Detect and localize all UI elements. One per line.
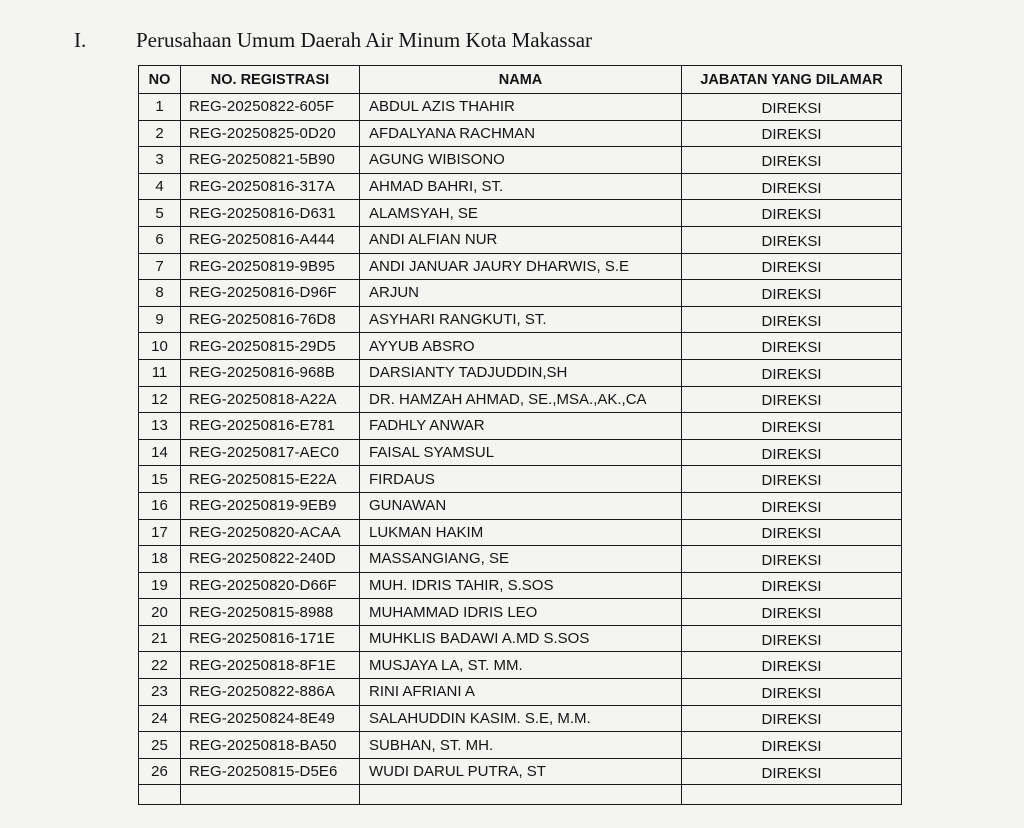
registration-number-cell: REG-20250816-D96F: [181, 280, 360, 307]
applicant-table: [138, 65, 902, 805]
registration-number-cell: REG-20250816-E781: [181, 413, 360, 440]
registration-number-cell: REG-20250822-886A: [181, 679, 360, 706]
position-cell: DIREKSI: [682, 652, 902, 679]
name-cell: ASYHARI RANGKUTI, ST.: [360, 306, 682, 333]
table-row: [139, 333, 902, 360]
table-row: [139, 492, 902, 519]
row-number-cell: 20: [139, 599, 181, 626]
row-number-cell: 1: [139, 94, 181, 121]
table-row: [139, 226, 902, 253]
name-cell: FAISAL SYAMSUL: [360, 439, 682, 466]
table-row: [139, 413, 902, 440]
name-cell: ANDI JANUAR JAURY DHARWIS, S.E: [360, 253, 682, 280]
row-number-cell: 2: [139, 120, 181, 147]
registration-number-cell: REG-20250820-ACAA: [181, 519, 360, 546]
position-cell: DIREKSI: [682, 359, 902, 386]
registration-number-cell: REG-20250822-605F: [181, 94, 360, 121]
row-number-cell: 18: [139, 546, 181, 573]
table-row: [139, 546, 902, 573]
row-number-cell: 4: [139, 173, 181, 200]
name-cell: GUNAWAN: [360, 492, 682, 519]
name-cell: AHMAD BAHRI, ST.: [360, 173, 682, 200]
cut-cell: [360, 785, 682, 805]
table-row: [139, 625, 902, 652]
name-cell: MUSJAYA LA, ST. MM.: [360, 652, 682, 679]
column-header-name: NAMA: [360, 66, 682, 94]
position-cell: DIREKSI: [682, 226, 902, 253]
position-cell: DIREKSI: [682, 333, 902, 360]
table-row: [139, 758, 902, 785]
name-cell: MUHKLIS BADAWI A.MD S.SOS: [360, 625, 682, 652]
section-heading: [0, 28, 1024, 56]
table-row: [139, 253, 902, 280]
column-header-registration: NO. REGISTRASI: [181, 66, 360, 94]
table-header-row: [139, 66, 902, 94]
position-cell: DIREKSI: [682, 173, 902, 200]
position-cell: DIREKSI: [682, 147, 902, 174]
name-cell: FIRDAUS: [360, 466, 682, 493]
registration-number-cell: REG-20250820-D66F: [181, 572, 360, 599]
registration-number-cell: REG-20250815-D5E6: [181, 758, 360, 785]
table-row: [139, 173, 902, 200]
position-cell: DIREKSI: [682, 253, 902, 280]
cut-cell: [139, 785, 181, 805]
position-cell: DIREKSI: [682, 413, 902, 440]
table-row: [139, 386, 902, 413]
name-cell: DR. HAMZAH AHMAD, SE.,MSA.,AK.,CA: [360, 386, 682, 413]
registration-number-cell: REG-20250815-E22A: [181, 466, 360, 493]
registration-number-cell: REG-20250816-968B: [181, 359, 360, 386]
position-cell: DIREKSI: [682, 519, 902, 546]
table-row: [139, 120, 902, 147]
name-cell: FADHLY ANWAR: [360, 413, 682, 440]
row-number-cell: 24: [139, 705, 181, 732]
position-cell: DIREKSI: [682, 466, 902, 493]
table-row: [139, 200, 902, 227]
registration-number-cell: REG-20250816-317A: [181, 173, 360, 200]
row-number-cell: 26: [139, 758, 181, 785]
table-row: [139, 94, 902, 121]
row-number-cell: 22: [139, 652, 181, 679]
position-cell: DIREKSI: [682, 200, 902, 227]
registration-number-cell: REG-20250815-8988: [181, 599, 360, 626]
table-row: [139, 147, 902, 174]
name-cell: AFDALYANA RACHMAN: [360, 120, 682, 147]
name-cell: WUDI DARUL PUTRA, ST: [360, 758, 682, 785]
name-cell: SUBHAN, ST. MH.: [360, 732, 682, 759]
registration-number-cell: REG-20250824-8E49: [181, 705, 360, 732]
row-number-cell: 15: [139, 466, 181, 493]
table-row: [139, 679, 902, 706]
cut-cell: [181, 785, 360, 805]
registration-number-cell: REG-20250816-171E: [181, 625, 360, 652]
row-number-cell: 19: [139, 572, 181, 599]
registration-number-cell: REG-20250816-D631: [181, 200, 360, 227]
table-row: [139, 359, 902, 386]
table-row: [139, 705, 902, 732]
position-cell: DIREKSI: [682, 120, 902, 147]
table-row: [139, 599, 902, 626]
row-number-cell: 21: [139, 625, 181, 652]
position-cell: DIREKSI: [682, 705, 902, 732]
name-cell: RINI AFRIANI A: [360, 679, 682, 706]
row-number-cell: 14: [139, 439, 181, 466]
column-header-position: JABATAN YANG DILAMAR: [682, 66, 902, 94]
row-number-cell: 23: [139, 679, 181, 706]
section-number: I.: [74, 28, 87, 52]
position-cell: DIREKSI: [682, 306, 902, 333]
position-cell: DIREKSI: [682, 572, 902, 599]
row-number-cell: 9: [139, 306, 181, 333]
name-cell: AYYUB ABSRO: [360, 333, 682, 360]
position-cell: DIREKSI: [682, 439, 902, 466]
table-row: [139, 572, 902, 599]
row-number-cell: 17: [139, 519, 181, 546]
name-cell: MUHAMMAD IDRIS LEO: [360, 599, 682, 626]
name-cell: MUH. IDRIS TAHIR, S.SOS: [360, 572, 682, 599]
row-number-cell: 8: [139, 280, 181, 307]
position-cell: DIREKSI: [682, 386, 902, 413]
position-cell: DIREKSI: [682, 625, 902, 652]
table-row: [139, 519, 902, 546]
registration-number-cell: REG-20250818-A22A: [181, 386, 360, 413]
name-cell: ANDI ALFIAN NUR: [360, 226, 682, 253]
column-header-no: NO: [139, 66, 181, 94]
registration-number-cell: REG-20250818-8F1E: [181, 652, 360, 679]
name-cell: AGUNG WIBISONO: [360, 147, 682, 174]
section-title: Perusahaan Umum Daerah Air Minum Kota Makassar: [136, 28, 593, 52]
row-number-cell: 10: [139, 333, 181, 360]
row-number-cell: 12: [139, 386, 181, 413]
name-cell: DARSIANTY TADJUDDIN,SH: [360, 359, 682, 386]
position-cell: DIREKSI: [682, 599, 902, 626]
table-row: [139, 306, 902, 333]
row-number-cell: 5: [139, 200, 181, 227]
position-cell: DIREKSI: [682, 732, 902, 759]
position-cell: DIREKSI: [682, 280, 902, 307]
registration-number-cell: REG-20250822-240D: [181, 546, 360, 573]
row-number-cell: 7: [139, 253, 181, 280]
registration-number-cell: REG-20250819-9EB9: [181, 492, 360, 519]
name-cell: ABDUL AZIS THAHIR: [360, 94, 682, 121]
position-cell: DIREKSI: [682, 679, 902, 706]
position-cell: DIREKSI: [682, 94, 902, 121]
position-cell: DIREKSI: [682, 546, 902, 573]
registration-number-cell: REG-20250819-9B95: [181, 253, 360, 280]
cut-cell: [682, 785, 902, 805]
name-cell: MASSANGIANG, SE: [360, 546, 682, 573]
row-number-cell: 3: [139, 147, 181, 174]
position-cell: DIREKSI: [682, 758, 902, 785]
table-row: [139, 466, 902, 493]
table-row: [139, 652, 902, 679]
table-row-cut-off: [139, 785, 902, 805]
table-row: [139, 439, 902, 466]
row-number-cell: 16: [139, 492, 181, 519]
registration-number-cell: REG-20250816-A444: [181, 226, 360, 253]
registration-number-cell: REG-20250815-29D5: [181, 333, 360, 360]
registration-number-cell: REG-20250816-76D8: [181, 306, 360, 333]
row-number-cell: 6: [139, 226, 181, 253]
registration-number-cell: REG-20250818-BA50: [181, 732, 360, 759]
name-cell: LUKMAN HAKIM: [360, 519, 682, 546]
table-row: [139, 732, 902, 759]
registration-number-cell: REG-20250821-5B90: [181, 147, 360, 174]
row-number-cell: 25: [139, 732, 181, 759]
position-cell: DIREKSI: [682, 492, 902, 519]
name-cell: SALAHUDDIN KASIM. S.E, M.M.: [360, 705, 682, 732]
row-number-cell: 13: [139, 413, 181, 440]
table-row: [139, 280, 902, 307]
registration-number-cell: REG-20250817-AEC0: [181, 439, 360, 466]
row-number-cell: 11: [139, 359, 181, 386]
name-cell: ARJUN: [360, 280, 682, 307]
name-cell: ALAMSYAH, SE: [360, 200, 682, 227]
table-body: [139, 94, 902, 785]
registration-number-cell: REG-20250825-0D20: [181, 120, 360, 147]
